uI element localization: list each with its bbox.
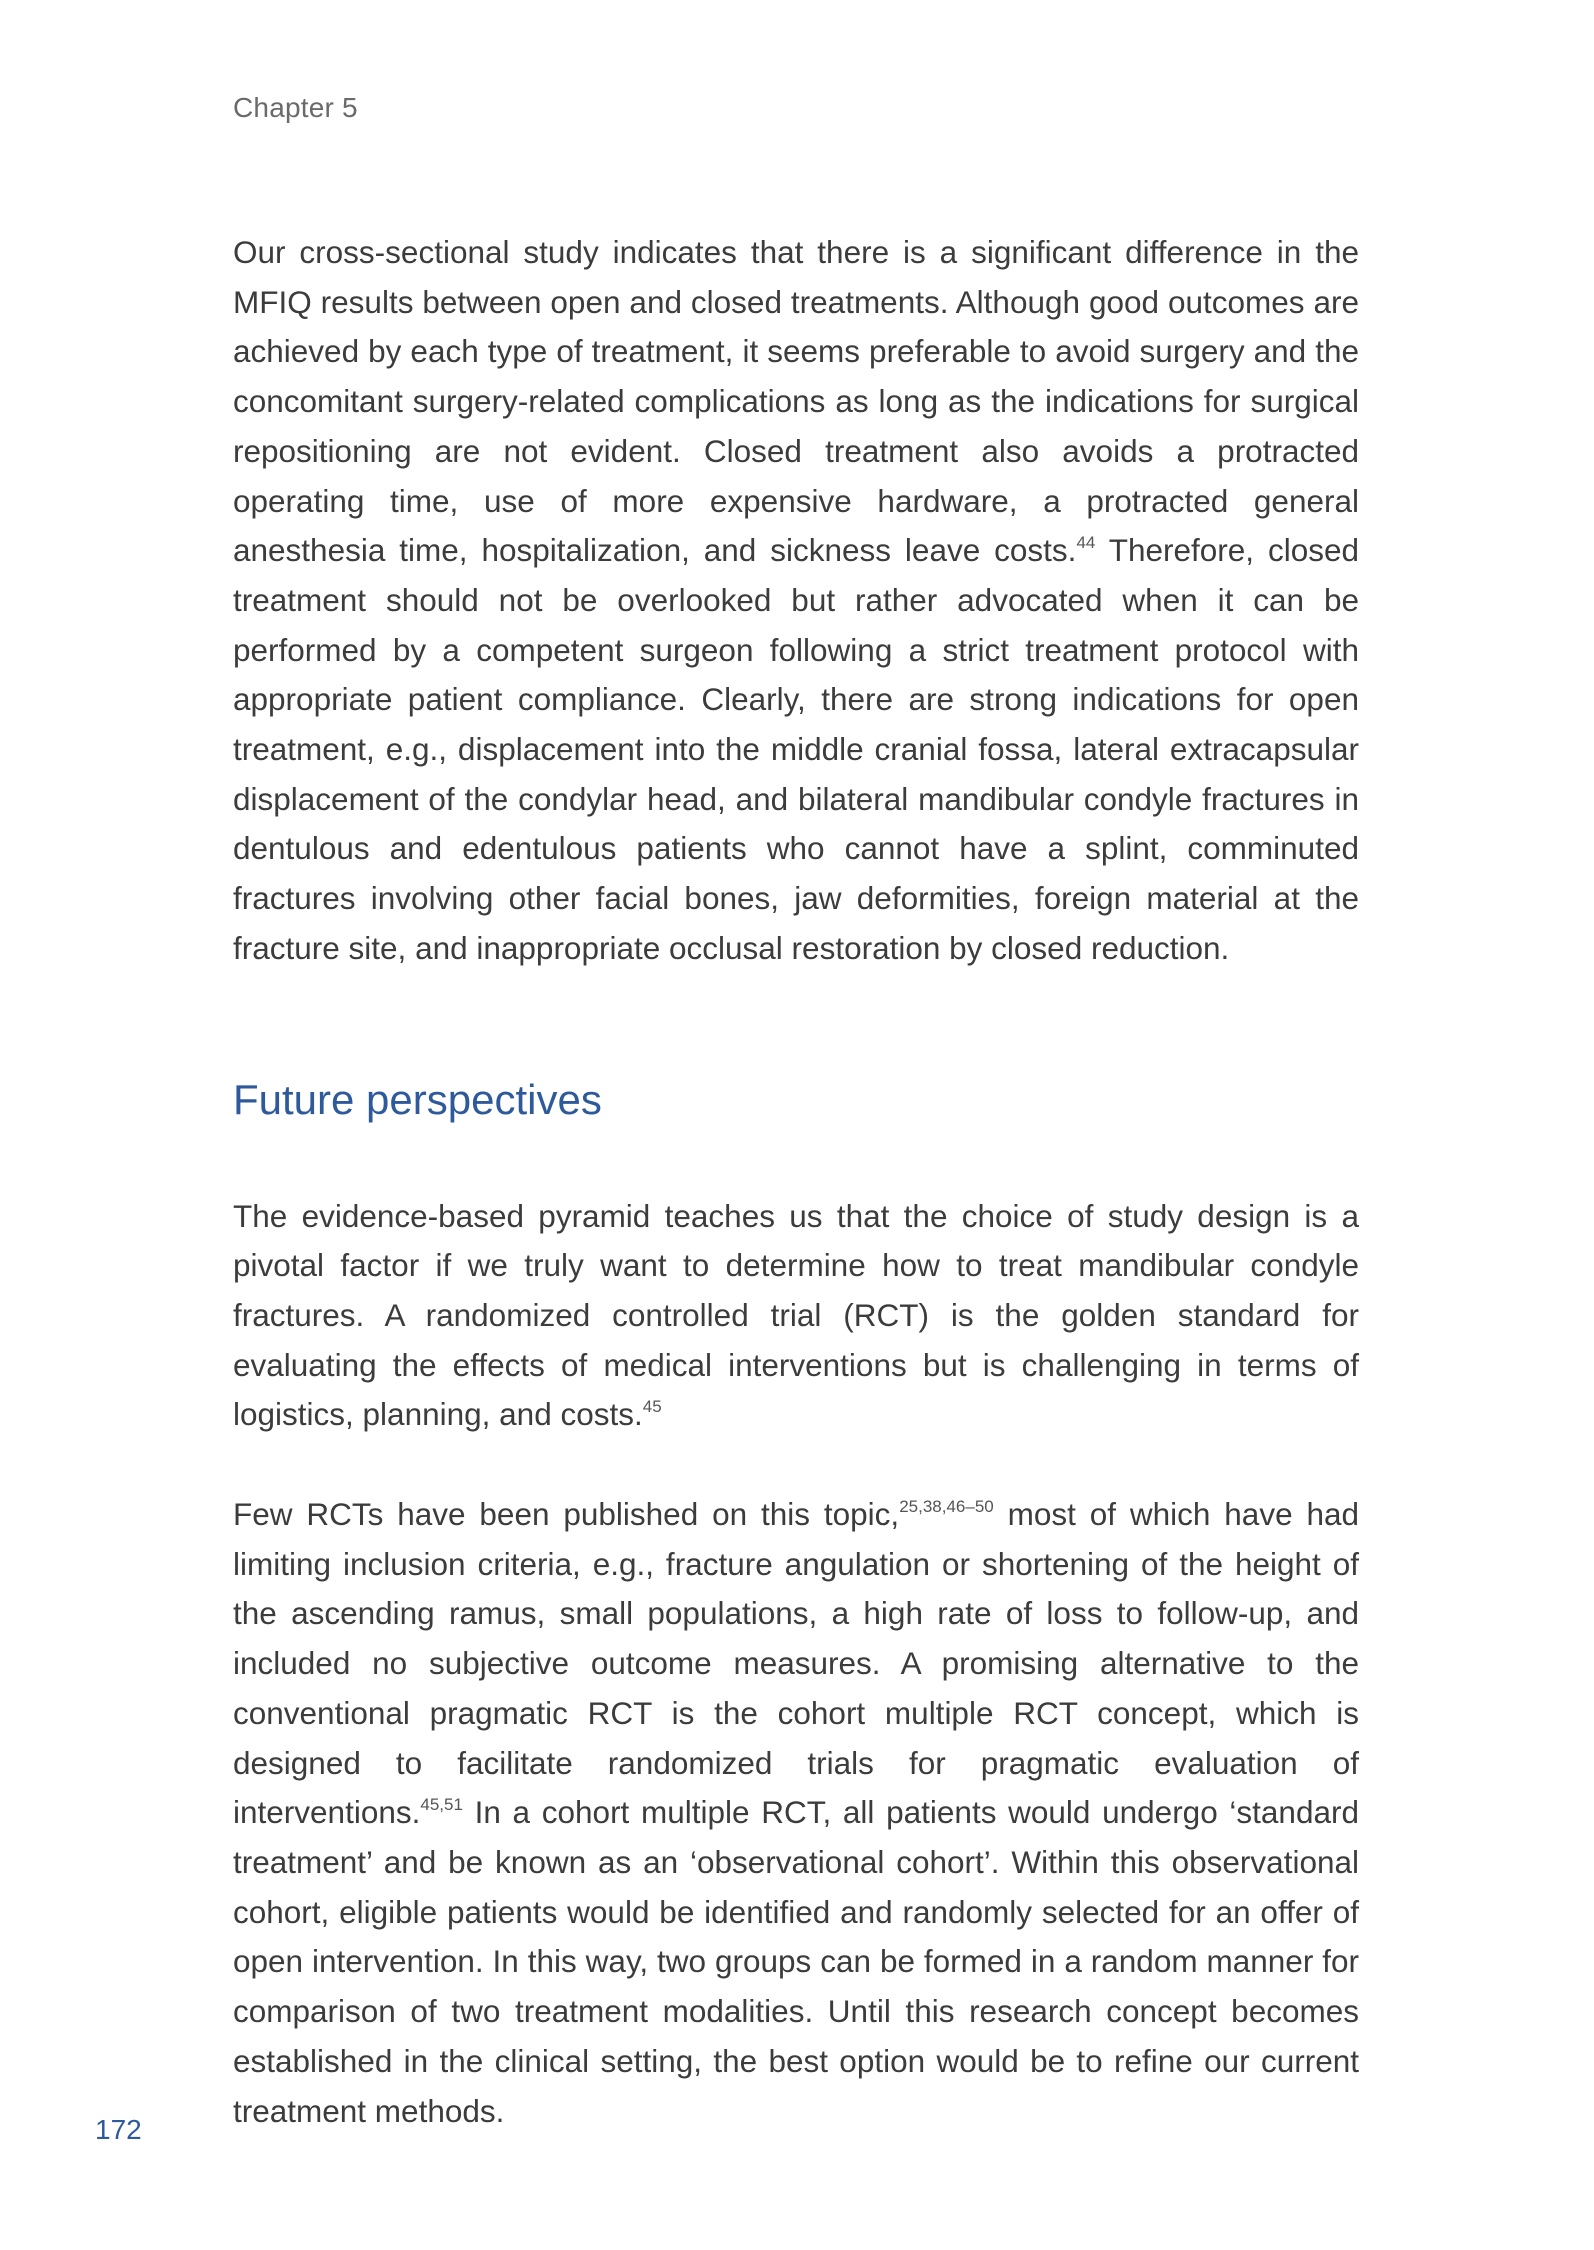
paragraph-text: The evidence-based pyramid teaches us that the choice of study design is a pivotal factor if we truly want to determine how to treat mandibular condyle fractures. A randomized controlled trial (RCT) is the golden standard for evaluating the effects of medical interventions but is challenging in terms of logistics, planning, and costs. [233,1197,1359,1433]
paragraph-text: Our cross-sectional study indicates that there is a significant difference in the MFIQ results between open and closed treatments. Although good outcomes are achieved by each type of treatment, it seems preferable to avoid surgery and the concomitant surgery-related complications as long as the indications for surgical repositioning are not evident. Closed treatment also avoids a protracted operating time, use of more expensive hardware, a protracted general anesthesia time, hospitalization, and sickness leave costs. [233,234,1359,569]
paragraph-evidence-pyramid [233,1192,1359,1441]
page-number: 172 [95,2114,142,2145]
paragraph-text: most of which have had limiting inclusion criteria, e.g., fracture angulation or shortening of the height of the ascending ramus, small populations, a high rate of loss to follow-up, and included no subjective outcome measures. A promising alternative to the conventional pragmatic RCT is the cohort multiple RCT concept, which is designed to facilitate randomized trials for pragmatic evaluation of interventions. [233,1496,1360,1831]
running-head: Chapter 5 [233,92,358,123]
paragraph-rct-cohort [233,1490,1359,2136]
paragraph-treatment-discussion [233,228,1359,974]
citation-reference: 25,38,46–50 [899,1497,994,1517]
page-content [233,228,1359,2136]
citation-reference: 45 [642,1397,662,1417]
citation-reference: 44 [1076,533,1096,553]
section-heading: Future perspectives [233,1075,602,1123]
paragraph-text: Therefore, closed treatment should not be overlooked but rather advocated when it can be performed by a competent surgeon following a strict treatment protocol with appropriate patient compliance. Clearly, there are strong indications for open treatment, e.g., displacement into the middle cranial fossa, lateral extracapsular displacement of the condylar head, and bilateral mandibular condyle fractures in dentulous and edentulous patients who cannot have a splint, comminuted fractures involving other facial bones, jaw deformities, foreign material at the fracture site, and inappropriate occlusal restoration by closed reduction. [233,532,1359,966]
paragraph-text: Few RCTs have been published on this topic, [233,1496,900,1533]
citation-reference: 45,51 [420,1795,463,1815]
paragraph-text: In a cohort multiple RCT, all patients would undergo ‘standard treatment’ and be known as an ‘observational cohort’. Within this observational cohort, eligible patients would be identified and randomly selected for an offer of open intervention. In this way, two groups can be formed in a random manner for comparison of two treatment modalities. Until this research concept becomes established in the clinical setting, the best option would be to refine our current treatment methods. [233,1794,1359,2129]
